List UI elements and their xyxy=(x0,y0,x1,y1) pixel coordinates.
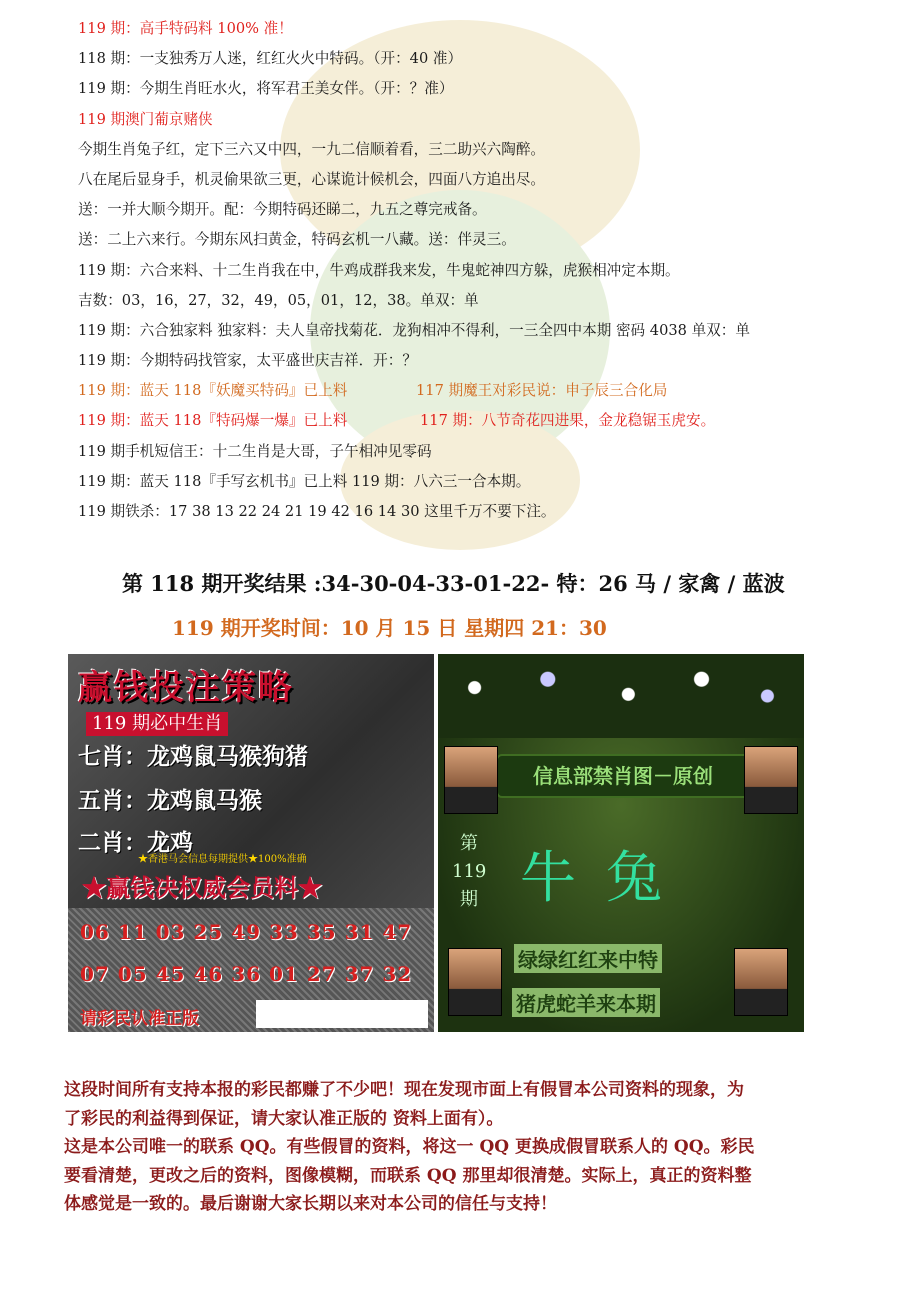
numbers-row-2: 07 05 45 46 36 01 27 37 32 xyxy=(80,962,413,986)
text-line-7: 送：一并大顺今期开。配：今期特码还睇二，九五之尊完戒备。 xyxy=(78,201,487,219)
text-line-9: 119 期：六合来料、十二生肖我在中，牛鸡成群我来发，牛鬼蛇神四方躲，虎猴相冲定本期。 xyxy=(78,261,680,279)
flower-border xyxy=(438,654,804,738)
notice-line-1: 这段时间所有支持本报的彩民都赚了不少吧！现在发现市面上有假冒本公司资料的现象，为 xyxy=(64,1080,744,1100)
portrait-top-right xyxy=(744,746,798,814)
strategy-subtitle: 119 期必中生肖 xyxy=(86,712,228,736)
draw-result: 第 118 期开奖结果 :34-30-04-33-01-22- 特：26 马 / 家禽 / 蓝波 xyxy=(122,571,785,596)
zodiac-pick: 牛兔 xyxy=(520,846,692,911)
two-zodiac: 二肖：龙鸡 xyxy=(78,829,193,856)
number-area xyxy=(68,908,434,1032)
text-line-5: 今期生肖兔子红，定下三六又中四，一九二信顺着看，三二助兴六陶醉。 xyxy=(78,140,546,158)
numbers-row-1: 06 11 03 25 49 33 35 31 47 xyxy=(80,920,413,944)
notice-line-3: 这是本公司唯一的联系 QQ。有些假冒的资料，将这一 QQ 更换成假冒联系人的 QQ。彩民 xyxy=(64,1137,755,1157)
strategy-panel xyxy=(68,654,434,1032)
zodiac-title: 信息部禁肖图－原创 xyxy=(496,754,750,798)
text-line-15: 119 期手机短信王：十二生肖是大哥，子午相冲见零码 xyxy=(78,442,432,460)
text-line-2: 118 期：一支独秀万人迷，红红火火中特码。（开：40 准） xyxy=(78,50,463,68)
notice-paragraph xyxy=(64,1076,854,1219)
pair2-right: 117 期：八节奇花四进果，金龙稳锯玉虎安。 xyxy=(420,412,716,430)
seven-zodiac: 七肖：龙鸡鼠马猴狗猪 xyxy=(78,743,308,770)
text-line-11: 119 期：六合独家料 独家料：夫人皇帝找菊花．龙狗相冲不得利，一三全四中本期 密码 4038 单双：单 xyxy=(78,321,750,339)
issue-char-1: 第 xyxy=(460,833,478,854)
draw-time: 119 期开奖时间：10 月 15 日 星期四 21：30 xyxy=(172,616,607,640)
issue-label xyxy=(452,830,486,914)
text-line-1: 119 期：高手特码料 100% 准！ xyxy=(78,20,293,37)
blank-box xyxy=(256,1000,428,1028)
five-zodiac: 五肖：龙鸡鼠马猴 xyxy=(78,787,262,814)
issue-number: 119 xyxy=(452,861,487,882)
zodiac-line-1: 绿绿红红来中特 xyxy=(514,944,662,973)
portrait-top-left xyxy=(444,746,498,814)
notice-line-4: 要看清楚，更改之后的资料，图像模糊，而联系 QQ 那里却很清楚。实际上，真正的资料整 xyxy=(64,1165,752,1186)
text-line-4: 119 期澳门葡京赌侠 xyxy=(78,110,213,128)
pair1-right: 117 期魔王对彩民说：申子辰三合化局 xyxy=(416,382,668,400)
member-band: ★赢钱决权威会员料★ xyxy=(82,873,322,902)
text-line-10: 吉数：03，16，27，32，49，05，01，12，38。单双：单 xyxy=(78,291,479,309)
text-line-12: 119 期：今期特码找管家，太平盛世庆吉祥．开：？ xyxy=(78,352,417,370)
zodiac-line-2: 猪虎蛇羊来本期 xyxy=(512,988,660,1017)
pair2-left: 119 期：蓝天 118『特码爆一爆』已上料 xyxy=(78,412,348,430)
zodiac-panel xyxy=(438,654,804,1032)
text-column xyxy=(78,14,888,527)
notice-line-5: 体感觉是一致的。最后谢谢大家长期以来对本公司的信任与支持！ xyxy=(64,1194,557,1214)
issue-char-2: 期 xyxy=(460,889,478,910)
text-line-6: 八在尾后显身手，机灵偷果欲三更，心谋诡计候机会，四面八方追出尽。 xyxy=(78,170,546,188)
portrait-bottom-right xyxy=(734,948,788,1016)
text-line-14 xyxy=(78,406,888,436)
small-notice: ★香港马会信息每期提供★100%准确 xyxy=(138,854,307,865)
text-line-3: 119 期：今期生肖旺水火，将军君王美女伴。（开：？准） xyxy=(78,80,454,98)
notice-line-2: 了彩民的利益得到保证，请大家认准正版的 资料上面有）。 xyxy=(64,1108,504,1129)
text-line-16: 119 期：蓝天 118『手写玄机书』已上料 119 期：八六三一合本期。 xyxy=(78,472,531,490)
strategy-title: 赢钱投注策略 xyxy=(78,668,294,708)
text-line-13 xyxy=(78,376,888,406)
portrait-bottom-left xyxy=(448,948,502,1016)
text-line-8: 送：二上六来行。今期东风扫黄金，特码玄机一八藏。送：伴灵三。 xyxy=(78,231,516,249)
pair1-left: 119 期：蓝天 118『妖魔买特码』已上料 xyxy=(78,382,348,400)
text-line-17: 119 期铁杀：17 38 13 22 24 21 19 42 16 14 30 这里千万不要下注。 xyxy=(78,503,556,520)
genuine-notice: 请彩民认准正版 xyxy=(80,1009,199,1029)
